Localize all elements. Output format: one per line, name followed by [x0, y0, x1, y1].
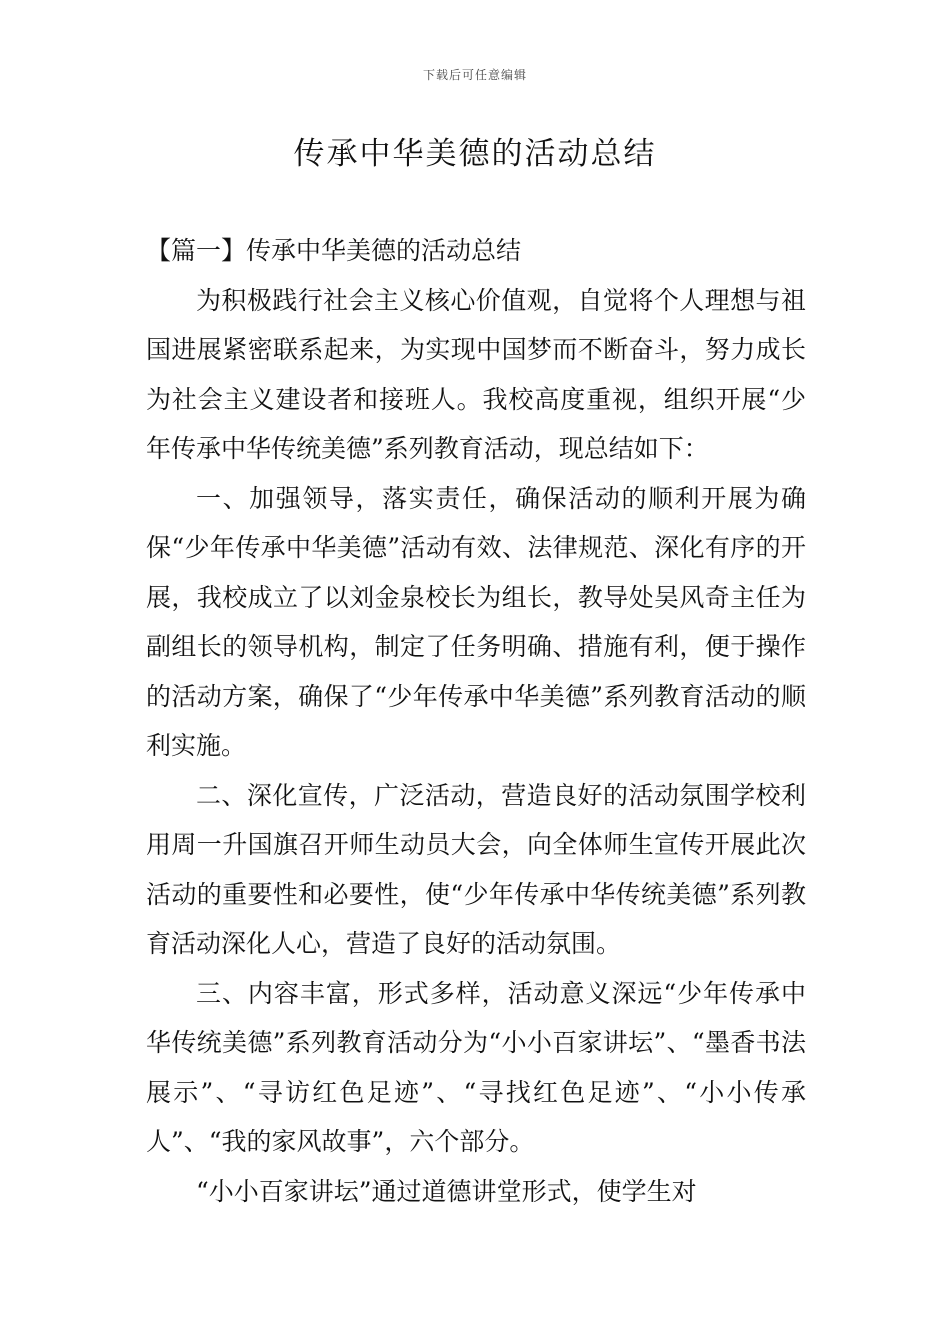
- paragraph: 二、深化宣传，广泛活动，营造良好的活动氛围学校利用周一升国旗召开师生动员大会，向全体师生宣传开展此次活动的重要性和必要性，使“少年传承中华传统美德”系列教育活动深化人心，营造了良好的活动氛围。: [146, 780, 806, 958]
- paragraph: 三、内容丰富，形式多样，活动意义深远“少年传承中华传统美德”系列教育活动分为“小小百家讲坛”、“墨香书法展示”、“寻访红色足迹”、“寻找红色足迹”、“小小传承人”、“我的家风故事”，六个部分。: [146, 978, 806, 1156]
- document-body: [146, 226, 806, 1216]
- paragraph: 一、加强领导，落实责任，确保活动的顺利开展为确保“少年传承中华美德”活动有效、法律规范、深化有序的开展，我校成立了以刘金泉校长为组长，教导处吴风奇主任为副组长的领导机构，制定了任务明确、措施有利，便于操作的活动方案，确保了“少年传承中华美德”系列教育活动的顺利实施。: [146, 483, 806, 760]
- paragraph: 为积极践行社会主义核心价值观，自觉将个人理想与祖国进展紧密联系起来，为实现中国梦而不断奋斗，努力成长为社会主义建设者和接班人。我校高度重视，组织开展“少年传承中华传统美德”系列教育活动，现总结如下：: [146, 285, 806, 463]
- section-heading: 【篇一】传承中华美德的活动总结: [146, 236, 522, 265]
- document-title: 传承中华美德的活动总结: [293, 136, 657, 172]
- paragraph: “小小百家讲坛”通过道德讲堂形式，使学生对: [196, 1176, 697, 1206]
- header-note: 下载后可任意编辑: [422, 68, 527, 82]
